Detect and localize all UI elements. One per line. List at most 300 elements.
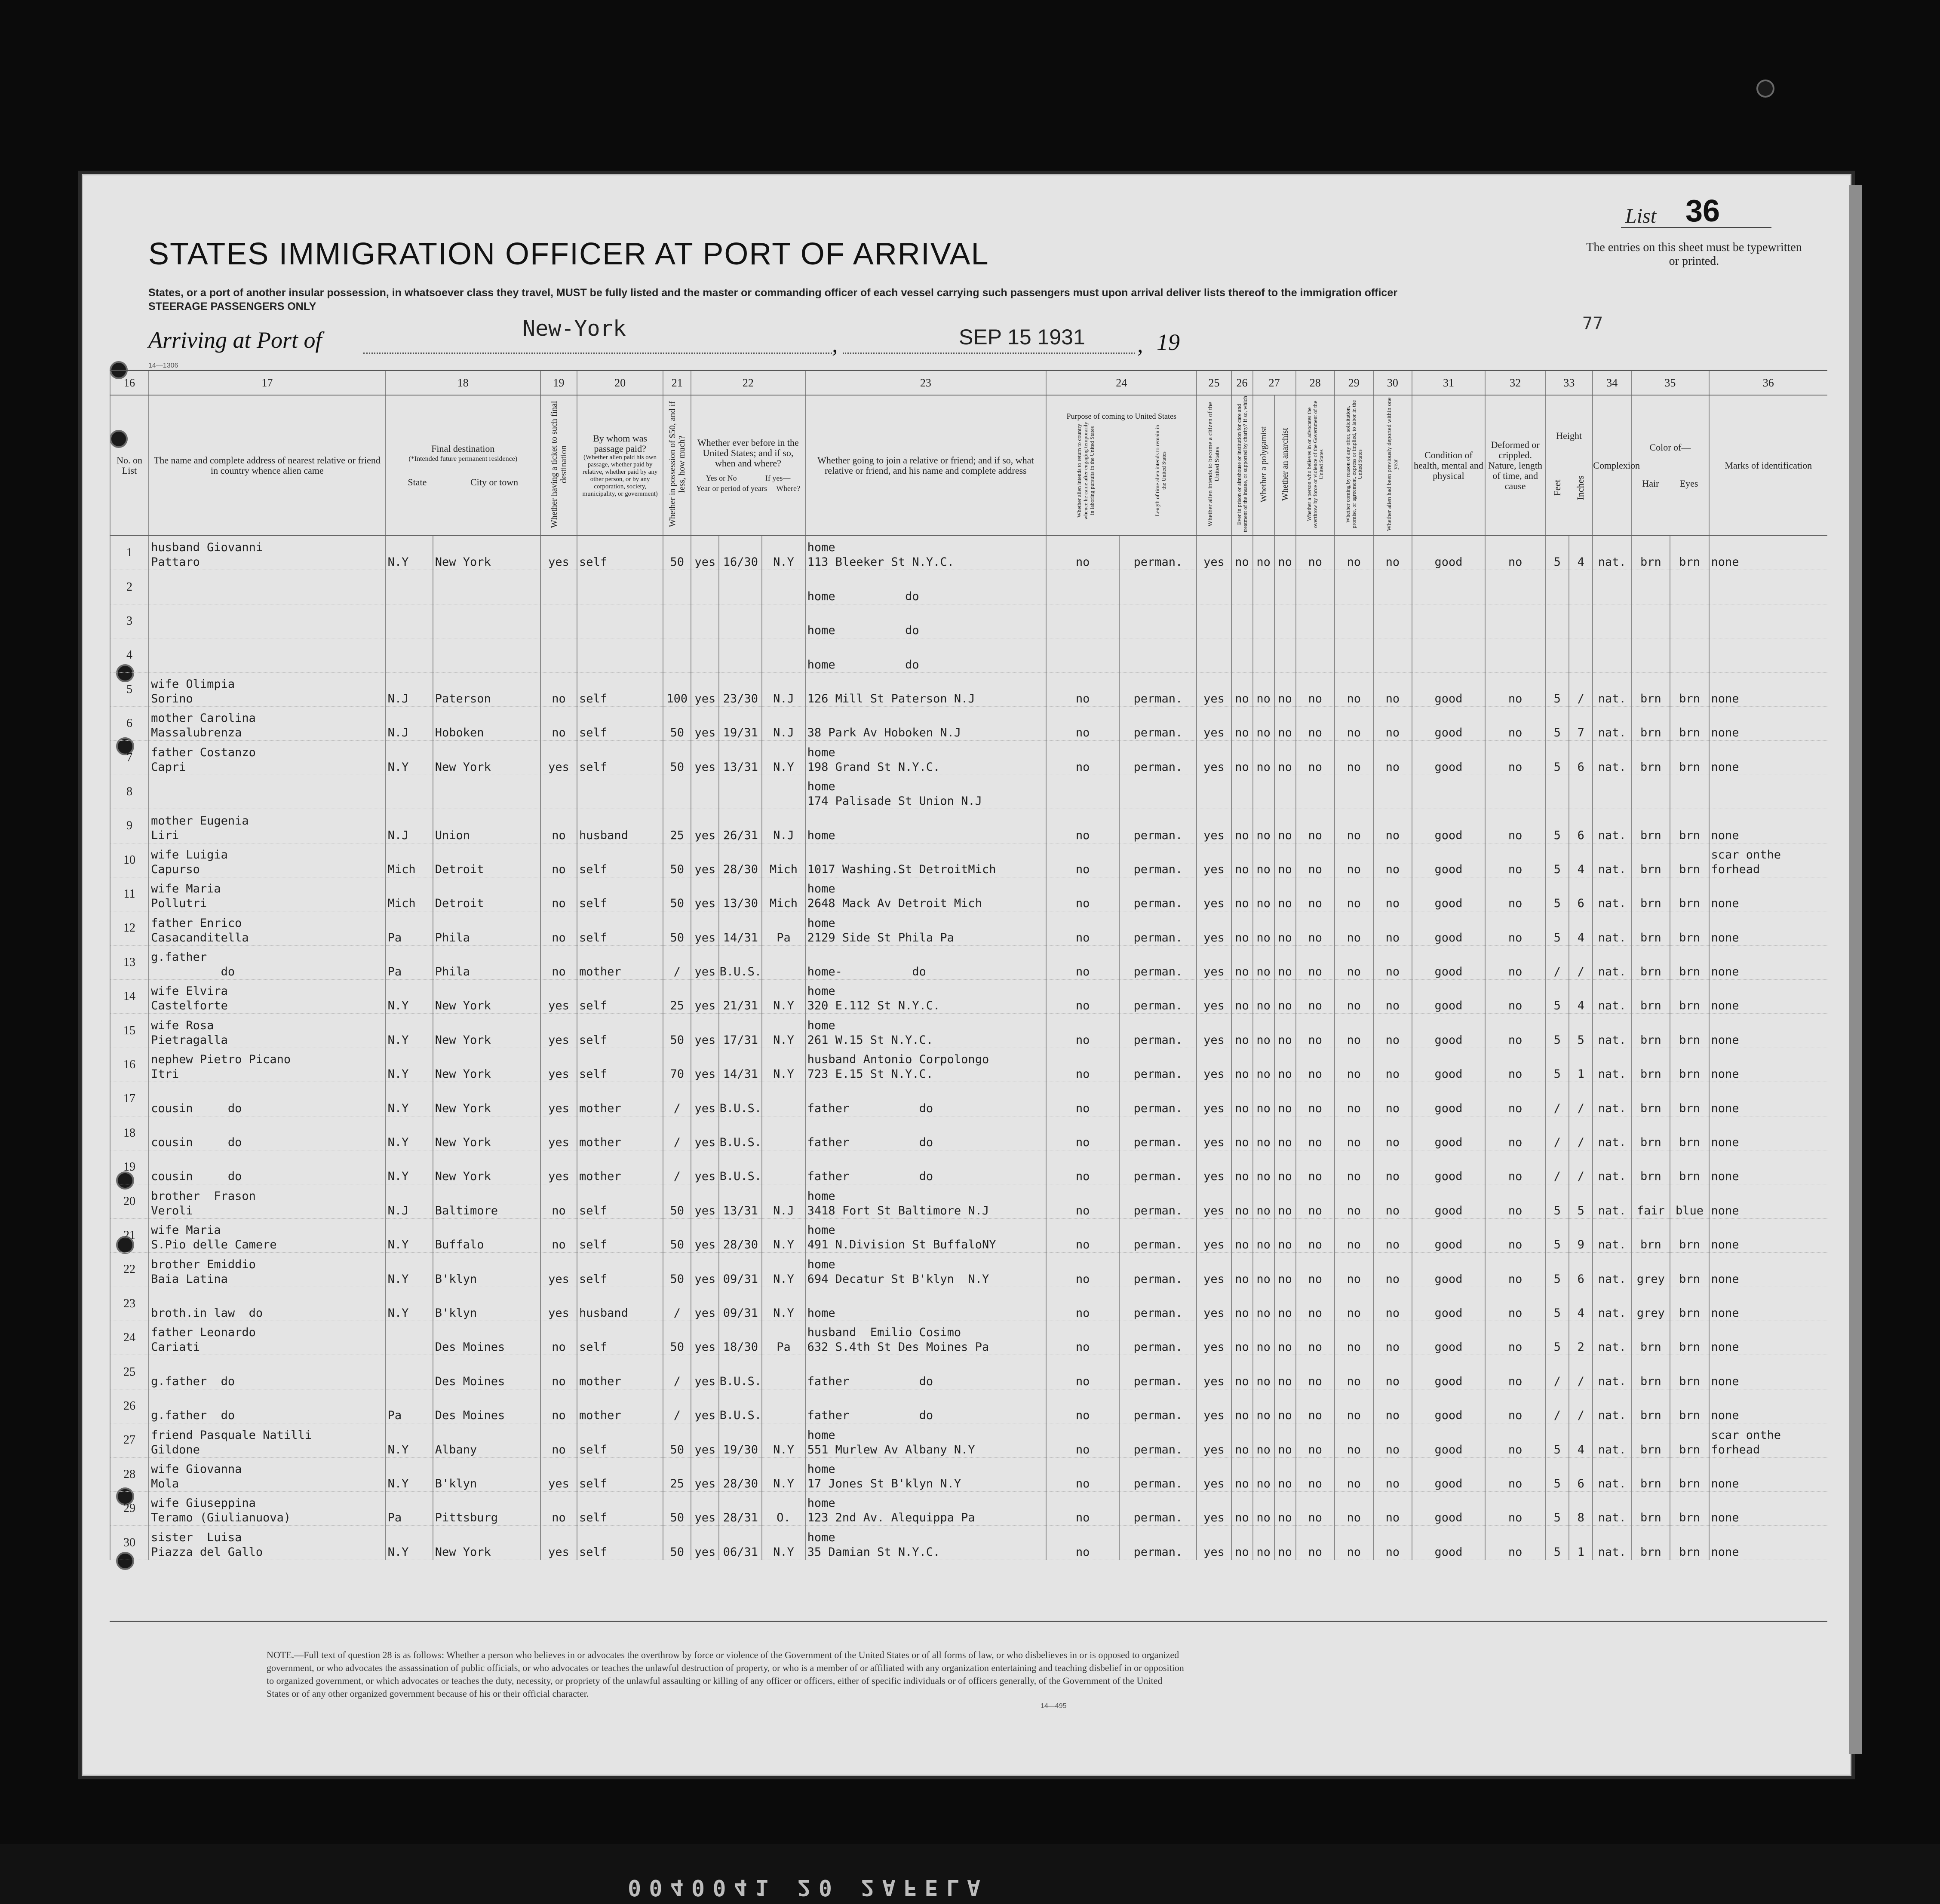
header-city: City or town [470, 476, 519, 487]
cell-list-number: 18 [110, 1116, 149, 1150]
col-num-35: 35 [1631, 371, 1709, 396]
cell-anarchist: no [1274, 1355, 1296, 1389]
cell-health: good [1412, 1048, 1485, 1082]
cell-inches: 6 [1569, 1457, 1593, 1491]
cell-inches [1569, 638, 1593, 672]
cell-money: 25 [663, 809, 691, 843]
cell-money: 50 [663, 1423, 691, 1457]
cell-anarchist: no [1274, 1116, 1296, 1150]
cell-health: good [1412, 536, 1485, 570]
cell-polygamist [1253, 775, 1274, 809]
cell-joining: home 261 W.15 St N.Y.C. [805, 1014, 1047, 1048]
cell-return: no [1046, 1048, 1119, 1082]
cell-list-number: 17 [110, 1082, 149, 1116]
cell-polygamist: no [1253, 1389, 1274, 1423]
cell-citizen: yes [1197, 1355, 1231, 1389]
table-row [110, 1116, 1827, 1150]
cell-marks: none [1709, 1048, 1828, 1082]
cell-ever-before: yes [691, 1287, 719, 1321]
cell-money: / [663, 1116, 691, 1150]
cell-prison: no [1231, 741, 1253, 775]
cell-ever-before: yes [691, 1423, 719, 1457]
cell-period: B.U.S. [719, 1355, 762, 1389]
cell-return: no [1046, 1423, 1119, 1457]
cell-ever-before [691, 570, 719, 604]
cell-city: Paterson [433, 672, 540, 706]
cell-ticket: yes [540, 741, 577, 775]
table-row [110, 1321, 1827, 1355]
cell-state: N.Y [386, 1218, 433, 1252]
cell-state: Pa [386, 1491, 433, 1525]
cell-list-number: 22 [110, 1253, 149, 1287]
arriving-label: Arriving at Port of [148, 327, 322, 353]
cell-ever-before: yes [691, 1321, 719, 1355]
cell-q29: no [1335, 980, 1373, 1014]
cell-complexion: nat. [1593, 1048, 1631, 1082]
cell-citizen: yes [1197, 706, 1231, 740]
cell-feet: 5 [1545, 1184, 1569, 1218]
cell-inches: / [1569, 672, 1593, 706]
cell-hair: grey [1631, 1287, 1670, 1321]
cell-hair: brn [1631, 536, 1670, 570]
cell-anarchist: no [1274, 945, 1296, 979]
cell-ticket: yes [540, 536, 577, 570]
cell-feet: 5 [1545, 1253, 1569, 1287]
cell-q29: no [1335, 945, 1373, 979]
cell-q30 [1373, 775, 1412, 809]
cell-where: N.Y [762, 1457, 805, 1491]
header-joining: Whether going to join a relative or friend; and if so, what relative or friend, and his name and complete address [805, 395, 1047, 536]
header-ever-before [691, 395, 805, 536]
cell-inches: 5 [1569, 1184, 1593, 1218]
cell-q29: no [1335, 1116, 1373, 1150]
cell-length: perman. [1119, 911, 1197, 945]
cell-money: 50 [663, 1184, 691, 1218]
cell-where [762, 638, 805, 672]
cell-hair: brn [1631, 1526, 1670, 1560]
header-purpose-label: Purpose of coming to United States [1066, 411, 1177, 420]
cell-citizen [1197, 638, 1231, 672]
cell-prison: no [1231, 1389, 1253, 1423]
form-number-bottom: 14—495 [1041, 1702, 1067, 1710]
cell-relative: g.father do [149, 1355, 386, 1389]
cell-list-number: 28 [110, 1457, 149, 1491]
cell-feet [1545, 570, 1569, 604]
cell-deformed: no [1485, 809, 1545, 843]
col-num-27: 27 [1253, 371, 1296, 396]
cell-city [433, 775, 540, 809]
cell-q29: no [1335, 911, 1373, 945]
cell-citizen: yes [1197, 741, 1231, 775]
cell-where: Mich [762, 843, 805, 877]
cell-length: perman. [1119, 1491, 1197, 1525]
cell-eyes: brn [1670, 1389, 1709, 1423]
cell-eyes [1670, 570, 1709, 604]
cell-complexion: nat. [1593, 1526, 1631, 1560]
cell-citizen: yes [1197, 1457, 1231, 1491]
table-row [110, 1389, 1827, 1423]
cell-joining: home 198 Grand St N.Y.C. [805, 741, 1047, 775]
cell-relative: sister Luisa Piazza del Gallo [149, 1526, 386, 1560]
cell-citizen [1197, 570, 1231, 604]
cell-where: N.Y [762, 1287, 805, 1321]
cell-feet: 5 [1545, 1048, 1569, 1082]
cell-polygamist [1253, 570, 1274, 604]
cell-marks: none [1709, 1150, 1828, 1184]
cell-anarchist [1274, 775, 1296, 809]
cell-polygamist: no [1253, 945, 1274, 979]
cell-hair: brn [1631, 945, 1670, 979]
cell-q29 [1335, 570, 1373, 604]
cell-state [386, 604, 433, 638]
header-prison-label: Ever in prison or almshouse or institution for care and treatment of the insane, or supported by charity? If so, which [1235, 396, 1248, 533]
cell-prison: no [1231, 1287, 1253, 1321]
cell-polygamist: no [1253, 1457, 1274, 1491]
cell-list-number: 3 [110, 604, 149, 638]
cell-feet: 5 [1545, 1457, 1569, 1491]
question-28-footnote: NOTE.—Full text of question 28 is as follows: Whether a person who believes in or advocates the overthrow by force or violence of the Government of the United States or of all forms of law, or who disbelieves in or is opposed to organized government, or who advocates the assassination of public officials, or who advocates or teaches the unlawful destruction of property, or who is a member of or affiliated with any organization entertaining and teaching disbelief in or opposition to organized government, or which advocates or teaches the duty, necessity, or propriety of the unlawful assaulting or killing of any officer or officers, either of specific individuals or of officers generally, of the Government of the United States or of any other organized government because of his or their official character. [267, 1650, 1184, 1699]
cell-return: no [1046, 1389, 1119, 1423]
cell-length: perman. [1119, 809, 1197, 843]
cell-ticket: no [540, 1218, 577, 1252]
cell-return: no [1046, 1457, 1119, 1491]
cell-passage-paid: self [577, 1184, 663, 1218]
cell-q28: no [1296, 809, 1335, 843]
cell-health [1412, 775, 1485, 809]
cell-return: no [1046, 536, 1119, 570]
cell-ticket: no [540, 1321, 577, 1355]
cell-length: perman. [1119, 1526, 1197, 1560]
cell-list-number: 23 [110, 1287, 149, 1321]
cell-money [663, 775, 691, 809]
header-ticket [540, 395, 577, 536]
cell-joining: home 2129 Side St Phila Pa [805, 911, 1047, 945]
cell-deformed: no [1485, 1491, 1545, 1525]
cell-joining: home 174 Palisade St Union N.J [805, 775, 1047, 809]
cell-q30: no [1373, 1014, 1412, 1048]
cell-hair: grey [1631, 1253, 1670, 1287]
cell-feet: 5 [1545, 877, 1569, 911]
cell-health: good [1412, 1014, 1485, 1048]
cell-health: good [1412, 1218, 1485, 1252]
cell-passage-paid: self [577, 911, 663, 945]
cell-ticket: no [540, 911, 577, 945]
cell-hair [1631, 638, 1670, 672]
cell-health: good [1412, 1116, 1485, 1150]
cell-where [762, 1150, 805, 1184]
cell-city: Des Moines [433, 1321, 540, 1355]
column-number-row [110, 371, 1827, 396]
cell-return: no [1046, 1218, 1119, 1252]
cell-citizen: yes [1197, 1423, 1231, 1457]
cell-q28: no [1296, 1048, 1335, 1082]
cell-ticket: yes [540, 1287, 577, 1321]
cell-q28: no [1296, 1389, 1335, 1423]
cell-hair: brn [1631, 1355, 1670, 1389]
cell-eyes: brn [1670, 1457, 1709, 1491]
header-final-destination-note: (*Intended future permanent residence) [408, 455, 518, 463]
cell-complexion: nat. [1593, 945, 1631, 979]
cell-state: Pa [386, 911, 433, 945]
cell-marks: none [1709, 980, 1828, 1014]
port-dotted-line [363, 353, 832, 354]
cell-period: 28/31 [719, 1491, 762, 1525]
cell-q30: no [1373, 672, 1412, 706]
cell-passage-paid: self [577, 1253, 663, 1287]
cell-state: Mich [386, 877, 433, 911]
cell-citizen: yes [1197, 1048, 1231, 1082]
cell-hair: brn [1631, 809, 1670, 843]
header-q30-label: Whether alien had been previously deported within one year [1386, 397, 1399, 531]
cell-inches: / [1569, 1116, 1593, 1150]
cell-city: New York [433, 536, 540, 570]
col-num-29: 29 [1335, 371, 1373, 396]
cell-deformed: no [1485, 1423, 1545, 1457]
cell-city: New York [433, 1014, 540, 1048]
cell-money [663, 638, 691, 672]
cell-q30: no [1373, 1218, 1412, 1252]
cell-hair: brn [1631, 843, 1670, 877]
cell-ticket: no [540, 809, 577, 843]
cell-return: no [1046, 1150, 1119, 1184]
cell-period [719, 570, 762, 604]
sheet-number-77: 77 [1582, 314, 1603, 334]
cell-where: N.Y [762, 1048, 805, 1082]
cell-q28: no [1296, 1218, 1335, 1252]
cell-ticket: yes [540, 980, 577, 1014]
cell-anarchist: no [1274, 741, 1296, 775]
cell-complexion: nat. [1593, 536, 1631, 570]
cell-length: perman. [1119, 1253, 1197, 1287]
cell-passage-paid: self [577, 1491, 663, 1525]
cell-city: New York [433, 1150, 540, 1184]
cell-polygamist: no [1253, 980, 1274, 1014]
cell-hair: brn [1631, 1321, 1670, 1355]
cell-ever-before: yes [691, 945, 719, 979]
cell-inches: 4 [1569, 843, 1593, 877]
cell-health: good [1412, 706, 1485, 740]
cell-period: 13/31 [719, 1184, 762, 1218]
cell-q29: no [1335, 1321, 1373, 1355]
cell-anarchist: no [1274, 672, 1296, 706]
cell-polygamist: no [1253, 1423, 1274, 1457]
cell-citizen: yes [1197, 1014, 1231, 1048]
cell-prison: no [1231, 1048, 1253, 1082]
cell-relative: wife Giovanna Mola [149, 1457, 386, 1491]
table-row [110, 1457, 1827, 1491]
cell-prison: no [1231, 1321, 1253, 1355]
cell-q29: no [1335, 536, 1373, 570]
cell-money [663, 570, 691, 604]
cell-anarchist: no [1274, 1491, 1296, 1525]
cell-length: perman. [1119, 1014, 1197, 1048]
col-num-32: 32 [1485, 371, 1545, 396]
cell-marks: none [1709, 1355, 1828, 1389]
col-num-20: 20 [577, 371, 663, 396]
cell-city: B'klyn [433, 1253, 540, 1287]
cell-ever-before: yes [691, 809, 719, 843]
cell-joining: home 2648 Mack Av Detroit Mich [805, 877, 1047, 911]
cell-health: good [1412, 945, 1485, 979]
cell-state [386, 1355, 433, 1389]
cell-return: no [1046, 1355, 1119, 1389]
cell-ticket [540, 604, 577, 638]
cell-health: good [1412, 1355, 1485, 1389]
cell-inches: / [1569, 1082, 1593, 1116]
cell-complexion: nat. [1593, 1287, 1631, 1321]
cell-q29: no [1335, 1253, 1373, 1287]
cell-ever-before: yes [691, 672, 719, 706]
cell-relative: wife Elvira Castelforte [149, 980, 386, 1014]
cell-passage-paid [577, 775, 663, 809]
cell-city [433, 604, 540, 638]
cell-ticket [540, 775, 577, 809]
header-yes-no: Yes or No [706, 473, 737, 482]
cell-return: no [1046, 911, 1119, 945]
header-purpose-length: Length of time alien intends to remain in the United States [1154, 425, 1167, 516]
cell-deformed: no [1485, 1150, 1545, 1184]
cell-feet: 5 [1545, 672, 1569, 706]
cell-state: N.Y [386, 1526, 433, 1560]
cell-deformed: no [1485, 706, 1545, 740]
cell-money: 100 [663, 672, 691, 706]
col-num-31: 31 [1412, 371, 1485, 396]
cell-city: New York [433, 980, 540, 1014]
cell-eyes: brn [1670, 911, 1709, 945]
cell-deformed: no [1485, 1321, 1545, 1355]
typewritten-notice: The entries on this sheet must be typewritten or printed. [1586, 241, 1802, 268]
cell-deformed [1485, 604, 1545, 638]
cell-length: perman. [1119, 945, 1197, 979]
cell-hair: brn [1631, 672, 1670, 706]
cell-hair: brn [1631, 741, 1670, 775]
table-row [110, 1423, 1827, 1457]
cell-return: no [1046, 1082, 1119, 1116]
cell-q29: no [1335, 1048, 1373, 1082]
cell-citizen: yes [1197, 1491, 1231, 1525]
cell-deformed: no [1485, 536, 1545, 570]
table-row [110, 911, 1827, 945]
cell-length: perman. [1119, 536, 1197, 570]
cell-money: 50 [663, 1218, 691, 1252]
cell-prison: no [1231, 1082, 1253, 1116]
cell-health: good [1412, 672, 1485, 706]
cell-where: N.Y [762, 980, 805, 1014]
cell-deformed: no [1485, 1457, 1545, 1491]
cell-deformed: no [1485, 1253, 1545, 1287]
comma-separator: , [1137, 331, 1143, 357]
table-row [110, 672, 1827, 706]
cell-feet: / [1545, 945, 1569, 979]
cell-relative: mother Carolina Massalubrenza [149, 706, 386, 740]
cell-list-number: 7 [110, 741, 149, 775]
cell-q30: no [1373, 1457, 1412, 1491]
page-subtitle [148, 286, 1696, 313]
cell-deformed: no [1485, 980, 1545, 1014]
cell-deformed: no [1485, 1287, 1545, 1321]
page-title: STATES IMMIGRATION OFFICER AT PORT OF ARRIVAL [148, 237, 989, 271]
cell-return: no [1046, 1526, 1119, 1560]
cell-anarchist [1274, 604, 1296, 638]
cell-hair: fair [1631, 1184, 1670, 1218]
cell-q28: no [1296, 1423, 1335, 1457]
cell-state: N.Y [386, 1014, 433, 1048]
cell-q30 [1373, 570, 1412, 604]
cell-feet: 5 [1545, 1287, 1569, 1321]
cell-where: N.Y [762, 1253, 805, 1287]
table-row [110, 1048, 1827, 1082]
cell-health: good [1412, 1287, 1485, 1321]
cell-money: 50 [663, 1014, 691, 1048]
cell-deformed: no [1485, 1082, 1545, 1116]
cell-citizen: yes [1197, 1321, 1231, 1355]
cell-money: / [663, 1150, 691, 1184]
cell-q30: no [1373, 1491, 1412, 1525]
table-row [110, 1184, 1827, 1218]
cell-ticket: no [540, 706, 577, 740]
cell-eyes: blue [1670, 1184, 1709, 1218]
cell-q28 [1296, 775, 1335, 809]
cell-anarchist: no [1274, 1048, 1296, 1082]
cell-citizen: yes [1197, 809, 1231, 843]
header-ticket-label: Whether having a ticket to such final destination [549, 401, 568, 528]
cell-prison [1231, 775, 1253, 809]
cell-length: perman. [1119, 1287, 1197, 1321]
cell-relative: g.father do [149, 1389, 386, 1423]
cell-q28: no [1296, 1253, 1335, 1287]
header-color [1631, 395, 1709, 536]
cell-prison [1231, 570, 1253, 604]
cell-list-number: 29 [110, 1491, 149, 1525]
cell-anarchist: no [1274, 843, 1296, 877]
cell-hair: brn [1631, 1082, 1670, 1116]
cell-anarchist: no [1274, 706, 1296, 740]
cell-hair: brn [1631, 1116, 1670, 1150]
header-q29 [1335, 395, 1373, 536]
cell-city: Pittsburg [433, 1491, 540, 1525]
cell-q29: no [1335, 843, 1373, 877]
cell-passage-paid: self [577, 980, 663, 1014]
cell-list-number: 13 [110, 945, 149, 979]
cell-period: 28/30 [719, 1218, 762, 1252]
cell-eyes: brn [1670, 809, 1709, 843]
cell-anarchist: no [1274, 1423, 1296, 1457]
cell-list-number: 15 [110, 1014, 149, 1048]
cell-complexion [1593, 638, 1631, 672]
header-polygamist-label: Whether a polygamist [1259, 426, 1268, 503]
cell-city [433, 638, 540, 672]
header-passage-paid-note: (Whether alien paid his own passage, whether paid by relative, whether paid by any other person, or by any corporation, society, municipality, or government) [582, 454, 658, 497]
cell-length: perman. [1119, 1082, 1197, 1116]
cell-q28: no [1296, 1321, 1335, 1355]
cell-ever-before: yes [691, 1048, 719, 1082]
cell-where [762, 775, 805, 809]
cell-ever-before: yes [691, 1491, 719, 1525]
cell-health: good [1412, 1423, 1485, 1457]
cell-length: perman. [1119, 672, 1197, 706]
cell-health: good [1412, 1253, 1485, 1287]
form-number-top: 14—1306 [148, 362, 178, 369]
cell-citizen: yes [1197, 877, 1231, 911]
cell-ticket: no [540, 672, 577, 706]
cell-inches: 9 [1569, 1218, 1593, 1252]
cell-where [762, 604, 805, 638]
cell-inches: 6 [1569, 809, 1593, 843]
cell-state: N.Y [386, 1048, 433, 1082]
cell-length [1119, 604, 1197, 638]
cell-ticket: yes [540, 1048, 577, 1082]
cell-q28 [1296, 604, 1335, 638]
